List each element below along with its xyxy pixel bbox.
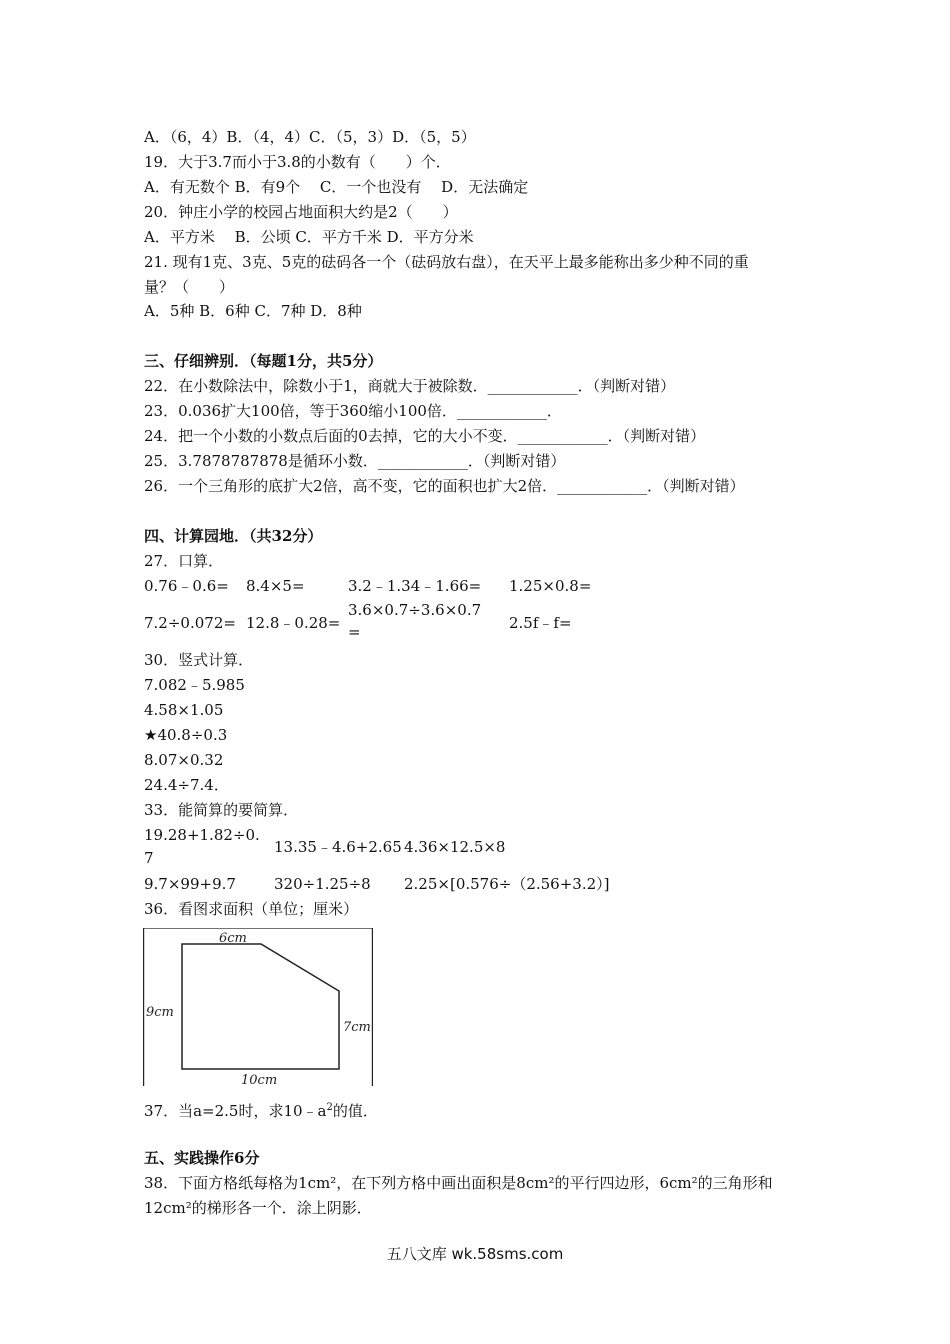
simplify-cell: 19.28+1.82÷0. <box>144 826 260 844</box>
label-bottom: 10cm <box>241 1073 278 1086</box>
footer-watermark: 五八文库 wk.58sms.com <box>386 1245 564 1263</box>
area-figure <box>143 928 373 1086</box>
simplify-cell: 320÷1.25÷8 <box>274 875 371 893</box>
section5-heading: 五、实践操作6分 <box>144 1149 260 1167</box>
q37 <box>144 1097 378 1122</box>
oral-calc-cell: 0.76﹣0.6= <box>144 577 229 595</box>
vertical-calc-item: 4.58×1.05 <box>144 701 224 719</box>
q20-stem: 20．钟庄小学的校园占地面积大约是2（ ） <box>144 203 458 221</box>
q19-options: A．有无数个 B．有9个 C．一个也没有 D．无法确定 <box>144 178 529 196</box>
vertical-calc-item: ★40.8÷0.3 <box>144 726 228 744</box>
q37-prefix: 37．当a=2.5时，求10﹣a <box>144 1102 327 1120</box>
q22: 22．在小数除法中，除数小于1，商就大于被除数．____________．（判断对错） <box>144 377 676 395</box>
q26: 26．一个三角形的底扩大2倍，高不变，它的面积也扩大2倍．____________．（判断对错） <box>144 477 745 495</box>
oral-calc-cell: 2.5f﹣f= <box>509 614 572 632</box>
oral-calc-cell: 1.25×0.8= <box>509 577 592 595</box>
q33-title: 33．能简算的要简算． <box>144 801 299 819</box>
q18-options: A．（6，4）B．（4，4）C．（5，3）D．（5，5） <box>144 128 476 146</box>
oral-calc-cell: 7.2÷0.072= <box>144 614 236 632</box>
vertical-calc-item: 7.082﹣5.985 <box>144 676 245 694</box>
vertical-calc-item: 8.07×0.32 <box>144 751 224 769</box>
section3-heading: 三、仔细辨别．（每题1分，共5分） <box>144 352 383 370</box>
oral-calc-cell: 3.2﹣1.34﹣1.66= <box>348 577 482 595</box>
q38-line2: 12cm²的梯形各一个．涂上阴影． <box>144 1199 372 1217</box>
section4-heading: 四、计算园地．（共32分） <box>144 527 323 545</box>
figure-shape <box>182 944 339 1069</box>
oral-calc-cell: 12.8﹣0.28= <box>246 614 341 632</box>
q37-exponent: 2 <box>326 1102 333 1113</box>
q20-options: A．平方米 B．公顷 C．平方千米 D．平方分米 <box>144 228 474 246</box>
q37-suffix: 的值． <box>332 1102 378 1120</box>
q25: 25．3.7878787878是循环小数．____________．（判断对错） <box>144 452 566 470</box>
q21-stem-line2: 量？（ ） <box>144 278 235 296</box>
simplify-cell: 13.35﹣4.6+2.65 <box>274 838 402 856</box>
oral-calc-cell: 8.4×5= <box>246 577 305 595</box>
q23: 23．0.036扩大100倍，等于360缩小100倍．____________． <box>144 402 562 420</box>
oral-calc-cell-wrap: = <box>348 623 361 641</box>
q27-title: 27．口算． <box>144 552 224 570</box>
oral-calc-cell: 3.6×0.7÷3.6×0.7 <box>348 601 482 619</box>
label-top: 6cm <box>219 931 247 946</box>
label-right: 7cm <box>343 1020 371 1035</box>
label-left: 9cm <box>146 1005 174 1020</box>
q30-title: 30．竖式计算． <box>144 651 254 669</box>
q21-options: A．5种 B．6种 C．7种 D．8种 <box>144 302 362 320</box>
simplify-cell: 4.36×12.5×8 <box>404 838 506 856</box>
simplify-cell: 9.7×99+9.7 <box>144 875 236 893</box>
vertical-calc-item: 24.4÷7.4． <box>144 776 229 794</box>
simplify-cell: 2.25×[0.576÷（2.56+3.2）] <box>404 875 610 893</box>
q19-stem: 19．大于3.7而小于3.8的小数有（ ）个． <box>144 153 451 171</box>
q24: 24．把一个小数的小数点后面的0去掉，它的大小不变．____________．（判断对错） <box>144 427 706 445</box>
q21-stem-line1: 21. 现有1克、3克、5克的砝码各一个（砝码放右盘），在天平上最多能称出多少种不同的重 <box>144 253 749 271</box>
q36-title: 36．看图求面积（单位；厘米） <box>144 900 359 918</box>
simplify-cell-wrap: 7 <box>144 849 154 867</box>
q38-line1: 38．下面方格纸每格为1cm²，在下列方格中画出面积是8cm²的平行四边形，6cm²的三角形和 <box>144 1174 773 1192</box>
